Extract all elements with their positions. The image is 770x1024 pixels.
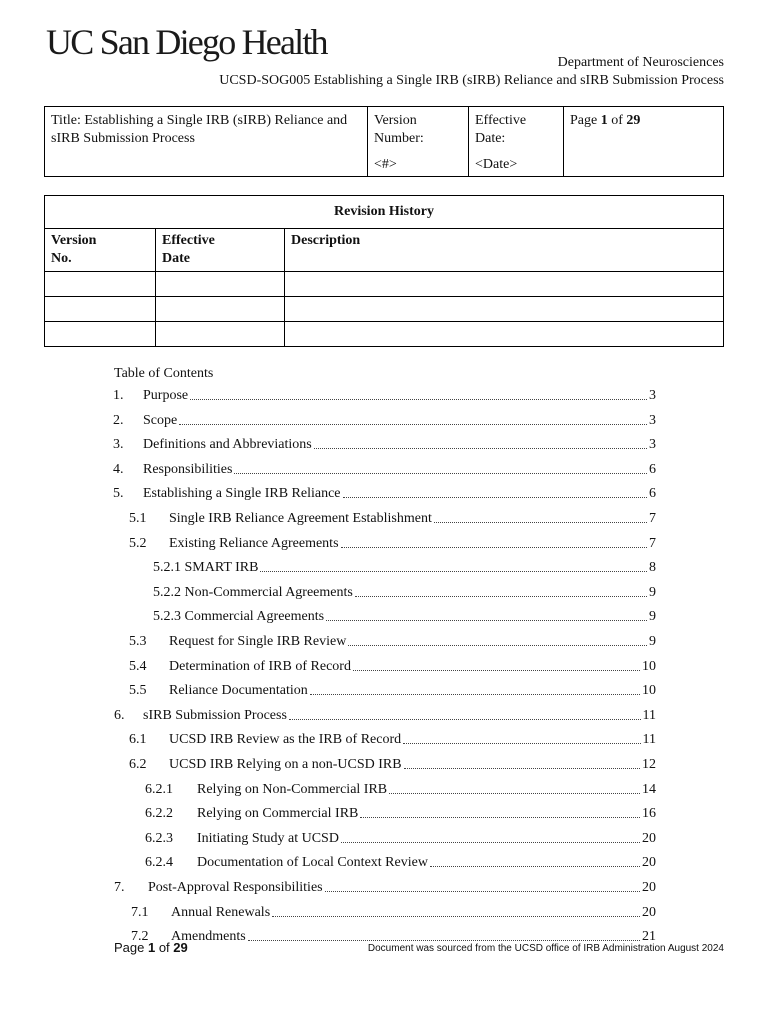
toc-dot-leader	[289, 718, 641, 720]
toc-entry-number: 5.2	[129, 535, 147, 551]
toc-entry-title: Relying on Non-Commercial IRB	[197, 781, 388, 797]
revision-history-caption: Revision History	[45, 196, 724, 229]
toc-entry-number: 3.	[113, 437, 124, 453]
toc-entry-number: 5.	[113, 486, 124, 502]
page-of: of	[607, 113, 627, 128]
toc-entry-page: 11	[642, 732, 656, 748]
toc-dot-leader	[353, 669, 640, 671]
toc-entry-number: 5.3	[129, 634, 147, 649]
revision-row	[45, 297, 724, 322]
footer-page-indicator: Page 1 of 29	[114, 940, 188, 955]
toc-entry[interactable]	[145, 780, 656, 798]
toc-entry-title: Scope	[143, 412, 178, 428]
document-subtitle: UCSD-SOG005 Establishing a Single IRB (sIRB) Reliance and sIRB Submission Process	[219, 73, 724, 88]
toc-entry-page: 9	[649, 584, 656, 600]
toc-entry[interactable]	[129, 681, 656, 699]
toc-entry[interactable]	[145, 829, 656, 847]
toc-entry-page: 6	[649, 486, 656, 502]
toc-entry[interactable]	[113, 386, 656, 404]
toc-dot-leader	[314, 447, 647, 449]
toc-entry-title: Responsibilities	[143, 461, 233, 477]
toc-entry-number: 6.1	[129, 732, 147, 748]
toc-entry[interactable]	[131, 903, 656, 921]
toc-entry-number: 5.1	[129, 511, 147, 526]
page-total: 29	[626, 113, 641, 128]
toc-entry-title: Definitions and Abbreviations	[143, 437, 312, 453]
toc-entry[interactable]	[113, 411, 656, 429]
toc-entry-page: 3	[649, 412, 656, 428]
document-info-table	[44, 106, 724, 177]
toc-entry-number: 7.1	[131, 904, 149, 920]
toc-entry-page: 20	[642, 904, 656, 920]
toc-entry-title: Establishing a Single IRB Reliance	[143, 486, 341, 502]
department-name: Department of Neurosciences	[557, 55, 724, 70]
toc-dot-leader	[404, 767, 640, 769]
toc-dot-leader	[179, 423, 647, 425]
revision-col-version: Version No.	[45, 229, 156, 272]
toc-entry[interactable]	[153, 558, 656, 576]
toc-entry-title: 5.2.3 Commercial Agreements	[153, 609, 325, 625]
toc-entry-number: 7.2	[131, 929, 149, 945]
toc-entry-title: 5.2.2 Non-Commercial Agreements	[153, 584, 353, 600]
toc-dot-leader	[272, 915, 640, 917]
footer-source-note: Document was sourced from the UCSD office of IRB Administration August 2024	[367, 943, 724, 954]
title-label: Title: Establishing a Single IRB (sIRB) Reliance and sIRB Submission Process	[51, 113, 348, 146]
toc-entry-page: 3	[649, 388, 656, 403]
toc-entry-number: 5.4	[129, 658, 147, 674]
toc-entry-number: 6.2	[129, 757, 147, 772]
revision-row	[45, 322, 724, 347]
toc-entry-page: 20	[642, 855, 656, 871]
toc-dot-leader	[348, 644, 647, 646]
toc-entry-title: Request for Single IRB Review	[169, 634, 347, 649]
toc-entry-page: 10	[642, 683, 656, 699]
toc-dot-leader	[341, 546, 647, 548]
toc-entry-number: 6.2.3	[145, 830, 173, 846]
version-value: <#>	[374, 157, 397, 172]
toc-entry-title: Reliance Documentation	[169, 683, 308, 699]
toc-entry[interactable]	[129, 657, 656, 675]
toc-dot-leader	[355, 595, 647, 597]
toc-entry-title: Documentation of Local Context Review	[197, 855, 428, 871]
version-label: Version Number:	[374, 113, 424, 146]
page-prefix: Page	[570, 113, 601, 128]
toc-entry-page: 6	[649, 461, 656, 477]
effective-date-cell	[469, 107, 564, 177]
toc-entry[interactable]	[153, 607, 656, 625]
toc-entry-number: 6.	[114, 707, 125, 723]
toc-dot-leader	[389, 792, 640, 794]
toc-entry-title: UCSD IRB Relying on a non-UCSD IRB	[169, 757, 402, 772]
toc-entry-title: Post-Approval Responsibilities	[148, 880, 323, 895]
toc-dot-leader	[360, 816, 640, 818]
toc-entry-page: 16	[642, 806, 656, 822]
version-cell	[368, 107, 469, 177]
revision-history-table	[44, 195, 724, 347]
revision-col-effective-date: Effective Date	[156, 229, 285, 272]
toc-entry[interactable]	[129, 632, 656, 650]
toc-entry[interactable]	[113, 460, 656, 478]
toc-entry[interactable]	[113, 435, 656, 453]
toc-entry-title: 5.2.1 SMART IRB	[153, 560, 259, 576]
toc-entry-number: 6.2.1	[145, 781, 173, 797]
toc-dot-leader	[190, 398, 647, 400]
toc-entry[interactable]	[114, 706, 656, 724]
toc-entry-title: Amendments	[171, 929, 246, 945]
toc-dot-leader	[434, 521, 647, 523]
toc-entry-title: Annual Renewals	[171, 904, 271, 920]
toc-entry-number: 2.	[113, 412, 124, 428]
toc-entry-title: Purpose	[143, 388, 189, 403]
toc-entry-number: 5.5	[129, 683, 147, 699]
page-number: 1	[600, 113, 608, 128]
toc-entry-page: 7	[649, 511, 656, 526]
toc-entry-page: 9	[649, 609, 656, 625]
title-cell	[45, 107, 368, 177]
toc-entry-page: 7	[649, 535, 656, 551]
toc-entry-title: UCSD IRB Review as the IRB of Record	[169, 732, 402, 748]
toc-dot-leader	[310, 693, 640, 695]
toc-entry-page: 3	[649, 437, 656, 453]
toc-entry-page: 12	[642, 757, 656, 772]
uc-san-diego-health-logo: UC San Diego Health	[46, 22, 327, 62]
toc-entry[interactable]	[129, 534, 656, 552]
toc-entry-page: 10	[642, 658, 656, 674]
toc-dot-leader	[326, 619, 647, 621]
revision-col-description: Description	[285, 229, 724, 272]
toc-dot-leader	[343, 496, 647, 498]
toc-entry-title: Existing Reliance Agreements	[169, 535, 339, 551]
toc-entry-page: 21	[642, 929, 656, 945]
page-number-cell	[564, 107, 724, 177]
toc-dot-leader	[430, 865, 640, 867]
effective-date-value: <Date>	[475, 157, 518, 172]
toc-entry-number: 4.	[113, 461, 124, 477]
toc-entry[interactable]	[145, 804, 656, 822]
toc-dot-leader	[248, 939, 640, 941]
toc-dot-leader	[234, 472, 647, 474]
toc-entry[interactable]	[129, 755, 656, 773]
toc-entry-page: 9	[649, 634, 656, 649]
effective-date-label: Effective Date:	[475, 113, 527, 146]
toc-entry-number: 1.	[113, 388, 124, 403]
revision-row	[45, 272, 724, 297]
toc-entry[interactable]	[113, 484, 656, 502]
toc-dot-leader	[403, 742, 640, 744]
toc-dot-leader	[341, 841, 640, 843]
toc-entry-title: sIRB Submission Process	[143, 707, 287, 723]
toc-entry-page: 11	[642, 707, 656, 723]
toc-entry-page: 8	[649, 560, 656, 576]
toc-entry-title: Single IRB Reliance Agreement Establishment	[169, 511, 432, 526]
toc-entry-title: Determination of IRB of Record	[169, 658, 351, 674]
toc-entry-page: 20	[642, 880, 656, 895]
toc-entry-title: Relying on Commercial IRB	[197, 806, 359, 822]
toc-entry[interactable]	[145, 853, 656, 871]
toc-entry-page: 14	[642, 781, 656, 797]
toc-dot-leader	[260, 570, 647, 572]
toc-entry[interactable]	[114, 878, 656, 896]
toc-entry-number: 6.2.2	[145, 806, 173, 822]
toc-entry[interactable]	[153, 583, 656, 601]
toc-entry[interactable]	[129, 509, 656, 527]
toc-entry-number: 7.	[114, 880, 125, 895]
toc-title: Table of Contents	[114, 366, 214, 381]
toc-entry-number: 6.2.4	[145, 855, 173, 871]
toc-entry-page: 20	[642, 830, 656, 846]
toc-entry[interactable]	[129, 730, 656, 748]
toc-dot-leader	[325, 890, 640, 892]
toc-entry-title: Initiating Study at UCSD	[197, 830, 339, 846]
